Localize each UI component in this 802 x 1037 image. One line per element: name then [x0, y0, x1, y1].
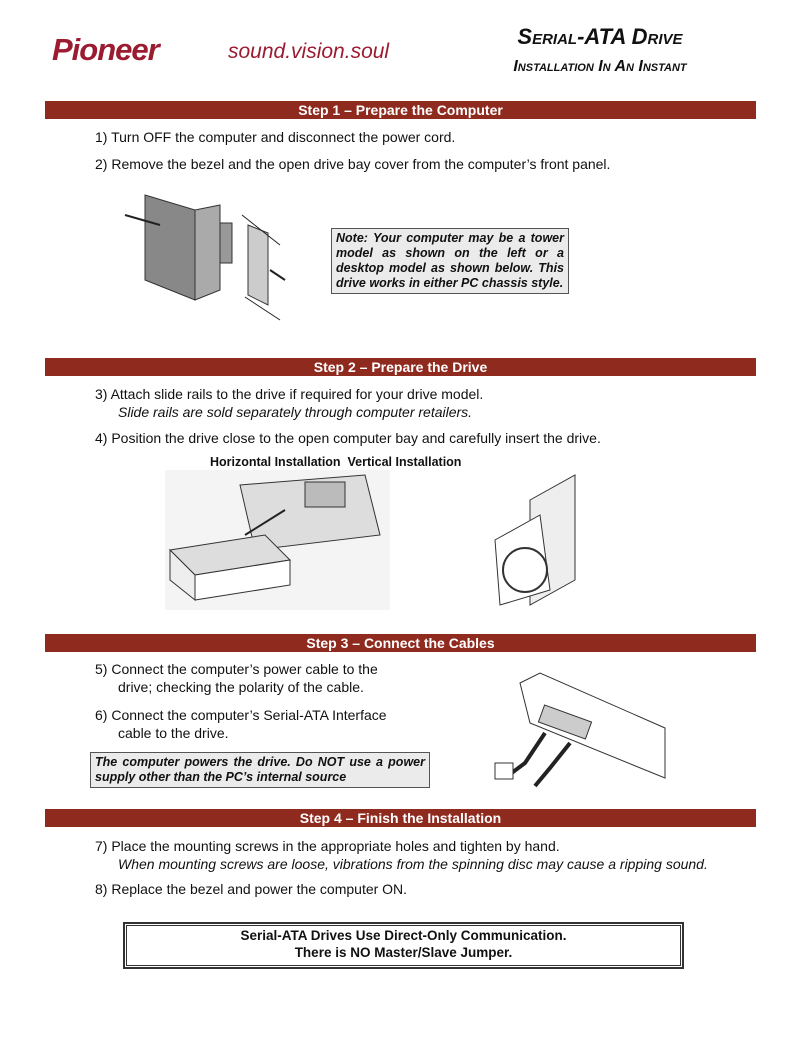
item-4: 4) Position the drive close to the open computer bay and carefully insert the drive.: [95, 430, 601, 446]
tower-illustration: [120, 185, 290, 325]
power-warning: The computer powers the drive. Do NOT use a power supply other than the PC’s internal source: [90, 752, 430, 788]
step-2-heading: Step 2 – Prepare the Drive: [45, 358, 756, 376]
item-7-note: When mounting screws are loose, vibrations from the spinning disc may cause a ripping sound.: [118, 856, 708, 872]
jumper-notice-box: [123, 922, 684, 969]
item-2: 2) Remove the bezel and the open drive bay cover from the computer’s front panel.: [95, 156, 611, 172]
item-5: 5) Connect the computer’s power cable to the: [95, 661, 378, 677]
notice-line-1: Serial-ATA Drives Use Direct-Only Communication.: [240, 928, 567, 943]
item-7: 7) Place the mounting screws in the appropriate holes and tighten by hand.: [95, 838, 560, 854]
step-4-heading: Step 4 – Finish the Installation: [45, 809, 756, 827]
item-5-cont: drive; checking the polarity of the cable.: [118, 679, 364, 695]
horizontal-install-illustration: [165, 470, 390, 610]
item-3-note: Slide rails are sold separately through computer retailers.: [118, 404, 473, 420]
chassis-note: Note: Your computer may be a tower model as shown on the left or a desktop model as shown below. This drive works in either PC chassis style.: [331, 228, 569, 294]
pioneer-logo: Pioneer: [52, 32, 159, 67]
notice-line-2: There is NO Master/Slave Jumper.: [294, 945, 513, 960]
tagline: sound.vision.soul: [228, 40, 390, 63]
installation-captions: [210, 455, 461, 469]
item-6-cont: cable to the drive.: [118, 725, 229, 741]
vertical-install-illustration: [490, 470, 585, 610]
cable-illustration: [470, 668, 670, 793]
doc-title: Serial-ATA Drive: [517, 24, 683, 49]
item-6: 6) Connect the computer’s Serial-ATA Interface: [95, 707, 387, 723]
item-3: 3) Attach slide rails to the drive if required for your drive model.: [95, 386, 484, 402]
step-1-heading: Step 1 – Prepare the Computer: [45, 101, 756, 119]
caption-vertical: Vertical Installation: [347, 455, 462, 469]
item-1: 1) Turn OFF the computer and disconnect the power cord.: [95, 129, 456, 145]
item-8: 8) Replace the bezel and power the computer ON.: [95, 881, 408, 897]
step-3-heading: Step 3 – Connect the Cables: [45, 634, 756, 652]
caption-horizontal: Horizontal Installation: [210, 455, 341, 469]
doc-subtitle: Installation In An Instant: [513, 58, 687, 75]
